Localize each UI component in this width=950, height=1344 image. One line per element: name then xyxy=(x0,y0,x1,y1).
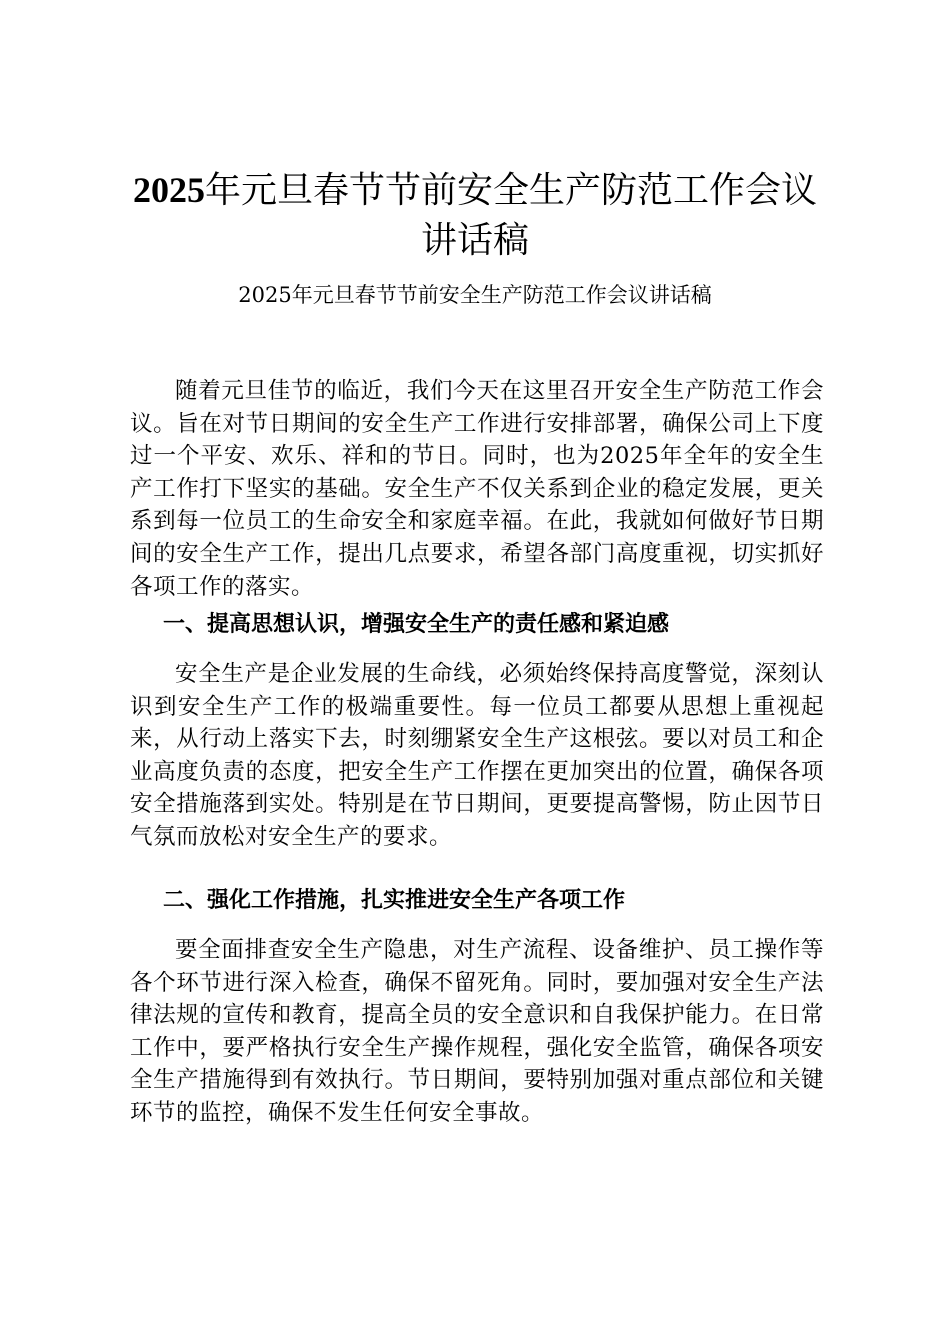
title-year: 2025 xyxy=(132,170,205,210)
title-line2-text: 讲话稿 xyxy=(420,220,529,261)
paragraph-section-1: 安全生产是企业发展的生命线，必须始终保持高度警觉，深刻认识到安全生产工作的极端重要性。每一位员工都要从思想上重视起来，从行动上落实下去，时刻绷紧安全生产这根弦。要以对员工和企业高度负责的态度，把安全生产工作摆在更加突出的位置，确保各项安全措施落到实处。特别是在节日期间，更要提高警惕，防止因节日气氛而放松对安全生产的要求。 xyxy=(130,661,824,850)
section-heading-2: 二、强化工作措施，扎实推进安全生产各项工作 xyxy=(163,887,626,913)
document-title xyxy=(120,165,830,266)
title-line1-text: 年元旦春节节前安全生产防范工作会议 xyxy=(204,170,817,211)
section-heading-1: 一、提高思想认识，增强安全生产的责任感和紧迫感 xyxy=(163,611,670,637)
paragraph-section-2: 要全面排查安全生产隐患，对生产流程、设备维护、员工操作等各个环节进行深入检查，确保不留死角。同时，要加强对安全生产法律法规的宣传和教育，提高全员的安全意识和自我保护能力。在日常工作中，要严格执行安全生产操作规程，强化安全监管，确保各项安全生产措施得到有效执行。节日期间，要特别加强对重点部位和关键环节的监控，确保不发生任何安全事故。 xyxy=(130,937,824,1126)
paragraph-intro: 随着元旦佳节的临近，我们今天在这里召开安全生产防范工作会议。旨在对节日期间的安全生产工作进行安排部署，确保公司上下度过一个平安、欢乐、祥和的节日。同时，也为2025年全年的安全生产工作打下坚实的基础。安全生产不仅关系到企业的稳定发展，更关系到每一位员工的生命安全和家庭幸福。在此，我就如何做好节日期间的安全生产工作，提出几点要求，希望各部门高度重视，切实抓好各项工作的落实。 xyxy=(130,378,824,600)
document-subtitle: 2025年元旦春节节前安全生产防范工作会议讲话稿 xyxy=(238,283,712,307)
